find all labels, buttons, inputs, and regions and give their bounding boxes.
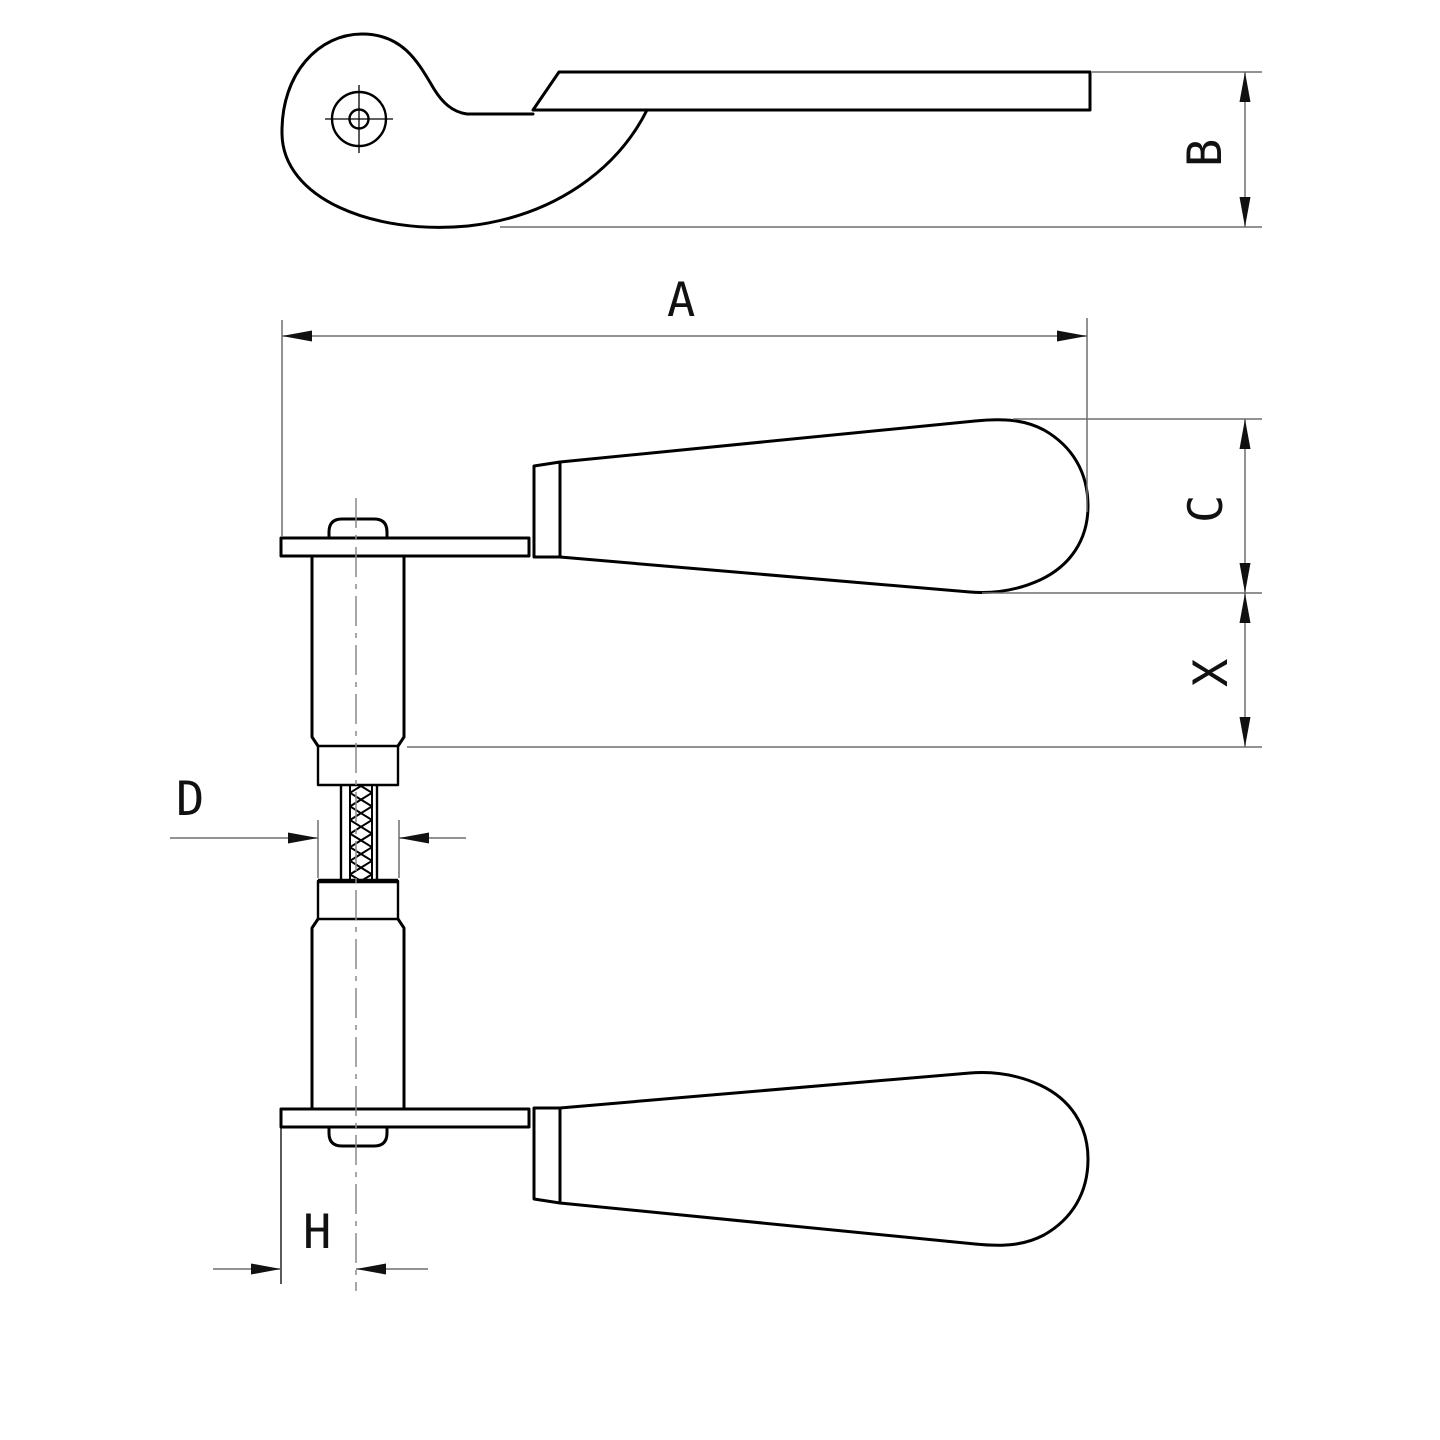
upper-neck-right-edge <box>398 556 404 746</box>
dimension-c <box>982 419 1262 593</box>
dim-d-arrowhead-left <box>288 833 318 844</box>
top-view-hub-profile <box>282 34 647 227</box>
top-view <box>282 34 1090 227</box>
dim-x-label: X <box>1184 658 1239 687</box>
dim-c-label: C <box>1179 494 1234 523</box>
dim-x-arrowhead-bottom <box>1240 717 1251 747</box>
lower-hub-cap <box>329 1127 387 1146</box>
upper-grip-collar <box>534 462 560 557</box>
dim-d-arrowhead-right <box>399 833 429 844</box>
dim-x-arrowhead-top <box>1240 593 1251 623</box>
upper-grip <box>560 420 1088 593</box>
dim-h-label: H <box>303 1205 332 1260</box>
lower-grip <box>560 1073 1088 1246</box>
lower-neck-right-edge <box>398 919 404 1109</box>
dimension-b <box>500 72 1262 227</box>
upper-ferrule <box>318 746 398 785</box>
upper-rose-plate <box>281 538 529 556</box>
dimension-x <box>407 593 1262 747</box>
dim-b-label: B <box>1178 138 1233 167</box>
dim-b-arrowhead-top <box>1240 72 1251 102</box>
dimension-h <box>213 1127 428 1284</box>
upper-neck-left-edge <box>312 556 318 746</box>
lower-ferrule <box>318 881 398 919</box>
spindle <box>341 785 377 881</box>
dim-c-arrowhead-top <box>1240 419 1251 449</box>
dim-a-arrowhead-right <box>1057 331 1087 342</box>
lower-rose-plate <box>281 1109 529 1127</box>
dimension-d <box>170 772 466 878</box>
dim-h-arrowhead-left <box>251 1264 281 1275</box>
dim-a-arrowhead-left <box>282 331 312 342</box>
upper-hub-cap <box>329 519 387 538</box>
dim-a-label: A <box>667 273 696 328</box>
dim-h-arrowhead-right <box>356 1264 386 1275</box>
dim-c-arrowhead-bottom <box>1240 563 1251 593</box>
dimension-a <box>282 273 1087 537</box>
main-view-upper-lever <box>281 420 1088 785</box>
main-view-lower-lever <box>281 881 1088 1245</box>
lower-grip-collar <box>534 1108 560 1203</box>
top-view-lever-bar <box>533 72 1090 110</box>
spindle-thread-pattern <box>350 786 372 881</box>
lower-neck-left-edge <box>312 919 318 1109</box>
dim-b-arrowhead-bottom <box>1240 197 1251 227</box>
dim-d-label: D <box>176 772 205 827</box>
